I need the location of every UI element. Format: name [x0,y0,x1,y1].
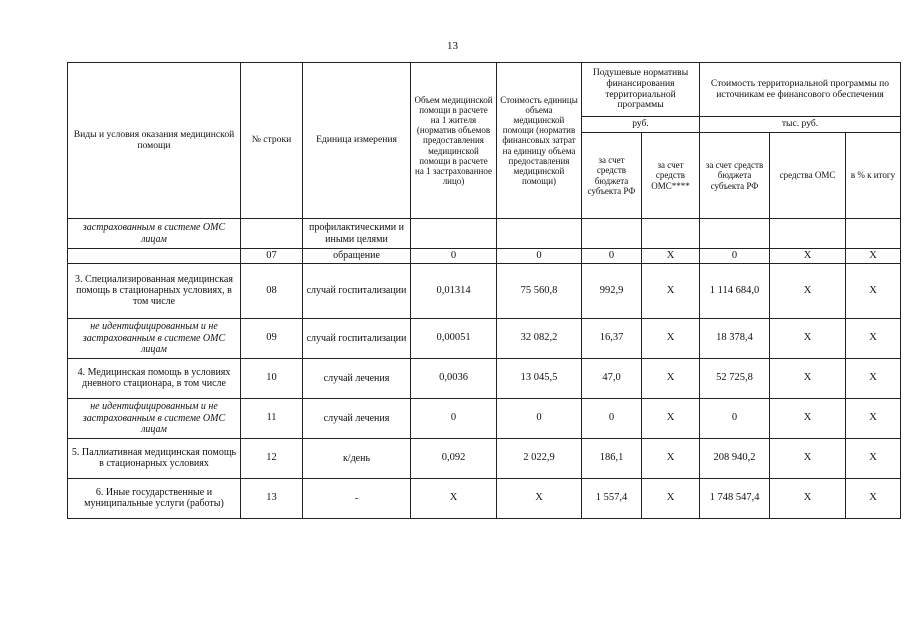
row-unit: случай лечения [303,398,411,438]
row-unit-cost: 2 022,9 [497,438,582,478]
header-total-cost-unit: тыс. руб. [700,117,901,133]
header-type: Виды и условия оказания медицинской помощи [68,63,241,219]
header-volume: Объем медицинской помощи в расчете на 1 жителя (норматив объемов предоставления медицинской помощи в расчете на 1 застрахованное лицо) [411,63,497,219]
row-unit-cost: 13 045,5 [497,358,582,398]
row-volume: 0,092 [411,438,497,478]
row-total-oms: Х [770,358,846,398]
row-number: 08 [241,263,303,318]
row-number [241,219,303,249]
row-per-capita-budget: 47,0 [582,358,642,398]
row-number: 09 [241,318,303,358]
row-name: 5. Паллиативная медицинская помощь в стационарных условиях [68,438,241,478]
row-volume: 0,00051 [411,318,497,358]
row-per-capita-oms: Х [642,263,700,318]
header-per-capita-oms: за счет средств ОМС**** [642,133,700,219]
row-total-percent: Х [846,478,901,518]
row-per-capita-budget: 1 557,4 [582,478,642,518]
row-name: застрахованным в системе ОМС лицам [68,219,241,249]
row-unit: случай лечения [303,358,411,398]
row-unit-cost: 32 082,2 [497,318,582,358]
row-total-percent: Х [846,318,901,358]
header-unit: Единица измерения [303,63,411,219]
table-row [68,358,901,398]
row-total-oms: Х [770,318,846,358]
row-total-percent: Х [846,249,901,264]
row-total-budget [700,219,770,249]
table-body [68,219,901,519]
row-name [68,249,241,264]
row-per-capita-oms: Х [642,358,700,398]
row-total-budget: 18 378,4 [700,318,770,358]
financing-table [67,62,901,519]
row-unit: обращение [303,249,411,264]
row-per-capita-oms: Х [642,398,700,438]
row-unit: профилактическими и иными целями [303,219,411,249]
header-total-percent: в % к итогу [846,133,901,219]
table-row [68,398,901,438]
row-number: 12 [241,438,303,478]
page-number: 13 [447,40,458,52]
row-total-oms: Х [770,438,846,478]
header-per-capita-group: Подушевые нормативы финансирования территориальной программы [582,63,700,117]
row-name: не идентифицированным и не застрахованным в системе ОМС лицам [68,398,241,438]
row-unit-cost: 0 [497,398,582,438]
table-row [68,219,901,249]
table-row [68,249,901,264]
row-unit-cost: Х [497,478,582,518]
row-volume [411,219,497,249]
row-total-budget: 0 [700,398,770,438]
row-unit: к/день [303,438,411,478]
row-total-percent [846,219,901,249]
header-total-budget: за счет средств бюджета субъекта РФ [700,133,770,219]
row-total-budget: 1 114 684,0 [700,263,770,318]
row-total-budget: 1 748 547,4 [700,478,770,518]
row-volume: Х [411,478,497,518]
row-total-budget: 0 [700,249,770,264]
row-number: 07 [241,249,303,264]
row-unit-cost: 75 560,8 [497,263,582,318]
row-per-capita-oms: Х [642,478,700,518]
row-total-oms: Х [770,249,846,264]
row-per-capita-oms: Х [642,249,700,264]
header-row-number: № строки [241,63,303,219]
table-row [68,318,901,358]
row-unit: - [303,478,411,518]
row-per-capita-oms [642,219,700,249]
row-per-capita-budget: 0 [582,398,642,438]
row-name: 6. Иные государственные и муниципальные услуги (работы) [68,478,241,518]
row-per-capita-budget [582,219,642,249]
row-volume: 0 [411,249,497,264]
row-name: 3. Специализированная медицинская помощь в стационарных условиях, в том числе [68,263,241,318]
row-number: 11 [241,398,303,438]
row-unit: случай госпитализации [303,263,411,318]
row-total-oms: Х [770,263,846,318]
row-total-percent: Х [846,438,901,478]
row-per-capita-oms: Х [642,318,700,358]
row-name: 4. Медицинская помощь в условиях дневного стационара, в том числе [68,358,241,398]
table-row [68,438,901,478]
row-total-percent: Х [846,358,901,398]
row-per-capita-oms: Х [642,438,700,478]
row-total-budget: 208 940,2 [700,438,770,478]
table-row [68,478,901,518]
header-per-capita-budget: за счет средств бюджета субъекта РФ [582,133,642,219]
header-total-cost-group: Стоимость территориальной программы по источникам ее финансового обеспечения [700,63,901,117]
row-per-capita-budget: 16,37 [582,318,642,358]
row-per-capita-budget: 0 [582,249,642,264]
table-header [68,63,901,219]
row-per-capita-budget: 992,9 [582,263,642,318]
row-unit-cost: 0 [497,249,582,264]
row-number: 13 [241,478,303,518]
row-total-percent: Х [846,263,901,318]
header-unit-cost: Стоимость единицы объема медицинской помощи (норматив финансовых затрат на единицу объема предоставления медицинской помощи) [497,63,582,219]
row-per-capita-budget: 186,1 [582,438,642,478]
row-total-oms: Х [770,398,846,438]
table-row [68,263,901,318]
row-total-oms [770,219,846,249]
row-volume: 0,0036 [411,358,497,398]
row-volume: 0,01314 [411,263,497,318]
row-total-oms: Х [770,478,846,518]
header-per-capita-unit: руб. [582,117,700,133]
row-total-percent: Х [846,398,901,438]
row-unit: случай госпитализации [303,318,411,358]
header-total-oms: средства ОМС [770,133,846,219]
row-total-budget: 52 725,8 [700,358,770,398]
row-unit-cost [497,219,582,249]
row-name: не идентифицированным и не застрахованным в системе ОМС лицам [68,318,241,358]
row-number: 10 [241,358,303,398]
row-volume: 0 [411,398,497,438]
